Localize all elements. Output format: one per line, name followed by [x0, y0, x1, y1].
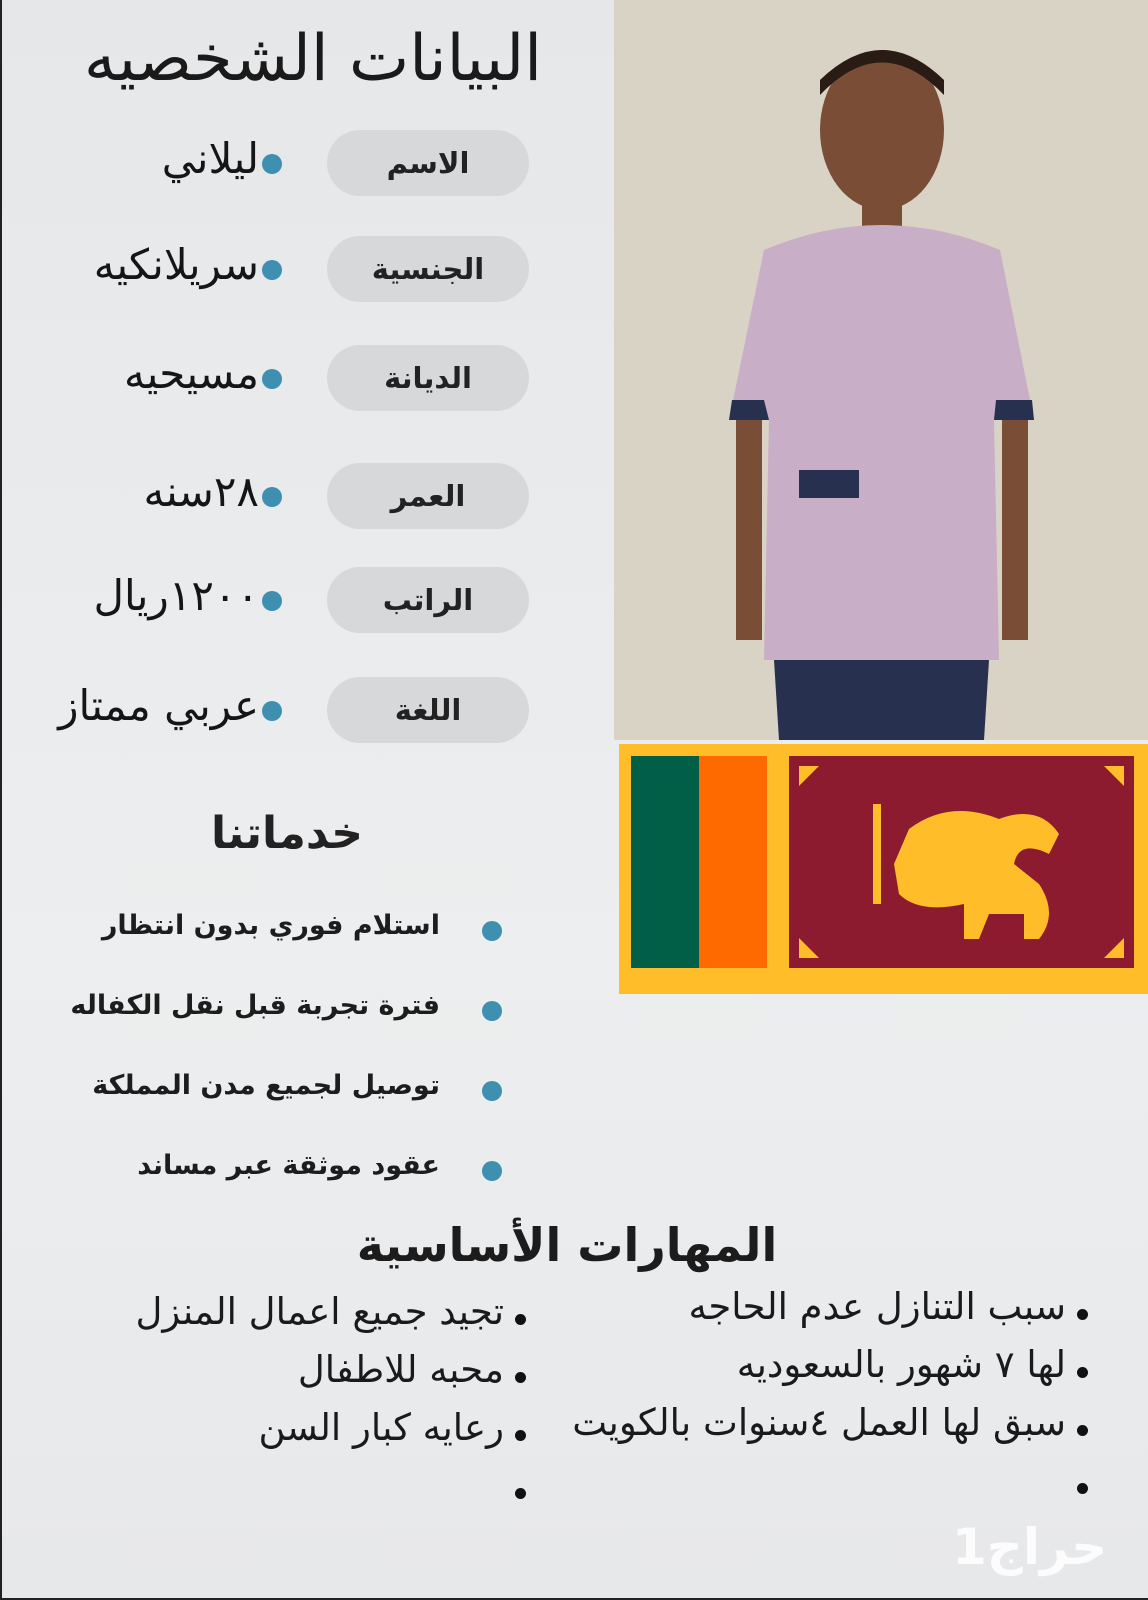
info-value: سريلانكيه: [93, 240, 259, 289]
service-text: فترة تجربة قبل نقل الكفاله: [70, 990, 440, 1021]
list-item: [136, 1464, 526, 1522]
sri-lanka-flag: [619, 744, 1148, 994]
info-value: ليلاني: [161, 134, 259, 183]
info-row-religion: [42, 345, 542, 415]
service-item: [42, 1150, 522, 1190]
list-item: سبب التنازل عدم الحاجه: [572, 1285, 1088, 1343]
info-value: مسيحيه: [124, 349, 259, 398]
list-item: رعايه كبار السن: [136, 1406, 526, 1464]
info-row-salary: [42, 567, 542, 637]
list-item: لها ٧ شهور بالسعوديه: [572, 1343, 1088, 1401]
bullet-dot: [262, 260, 282, 280]
list-item: [572, 1459, 1088, 1517]
info-label: اللغة: [327, 677, 529, 743]
info-value: ٢٨سنه: [143, 467, 259, 516]
info-value: ١٢٠٠ريال: [93, 571, 259, 620]
bullet-dot: [482, 1161, 502, 1181]
list-item: محبه للاطفال: [136, 1348, 526, 1406]
page-title: البيانات الشخصيه: [83, 22, 542, 96]
watermark-logo: حراج1: [952, 1518, 1108, 1576]
info-row-age: [42, 463, 542, 533]
info-label: الراتب: [327, 567, 529, 633]
skills-list-right: [572, 1285, 1088, 1517]
bullet-dot: [482, 921, 502, 941]
service-item: [42, 990, 522, 1030]
worker-photo-illustration: [614, 0, 1148, 740]
service-text: عقود موثقة عبر مساند: [137, 1150, 440, 1181]
service-text: توصيل لجميع مدن المملكة: [92, 1070, 440, 1101]
bullet-dot: [482, 1081, 502, 1101]
info-value: عربي ممتاز: [58, 681, 259, 730]
service-text: استلام فوري بدون انتظار: [101, 910, 440, 941]
info-label: العمر: [327, 463, 529, 529]
bullet-dot: [482, 1001, 502, 1021]
list-item: تجيد جميع اعمال المنزل: [136, 1290, 526, 1348]
bullet-dot: [262, 701, 282, 721]
flag-icon: [619, 744, 1148, 994]
info-row-nationality: [42, 236, 542, 306]
bullet-dot: [262, 154, 282, 174]
bullet-dot: [262, 369, 282, 389]
service-item: [42, 1070, 522, 1110]
info-label: الجنسية: [327, 236, 529, 302]
bullet-dot: [262, 591, 282, 611]
info-label: الديانة: [327, 345, 529, 411]
info-row-language: [42, 677, 542, 747]
list-item: سبق لها العمل ٤سنوات بالكويت: [572, 1401, 1088, 1459]
info-row-name: [42, 130, 542, 200]
skills-title: المهارات الأساسية: [356, 1218, 778, 1272]
bullet-dot: [262, 487, 282, 507]
services-title: خدماتنا: [211, 808, 363, 859]
worker-photo: [614, 0, 1148, 740]
skills-list-left: [136, 1290, 526, 1522]
service-item: [42, 910, 522, 950]
info-label: الاسم: [327, 130, 529, 196]
